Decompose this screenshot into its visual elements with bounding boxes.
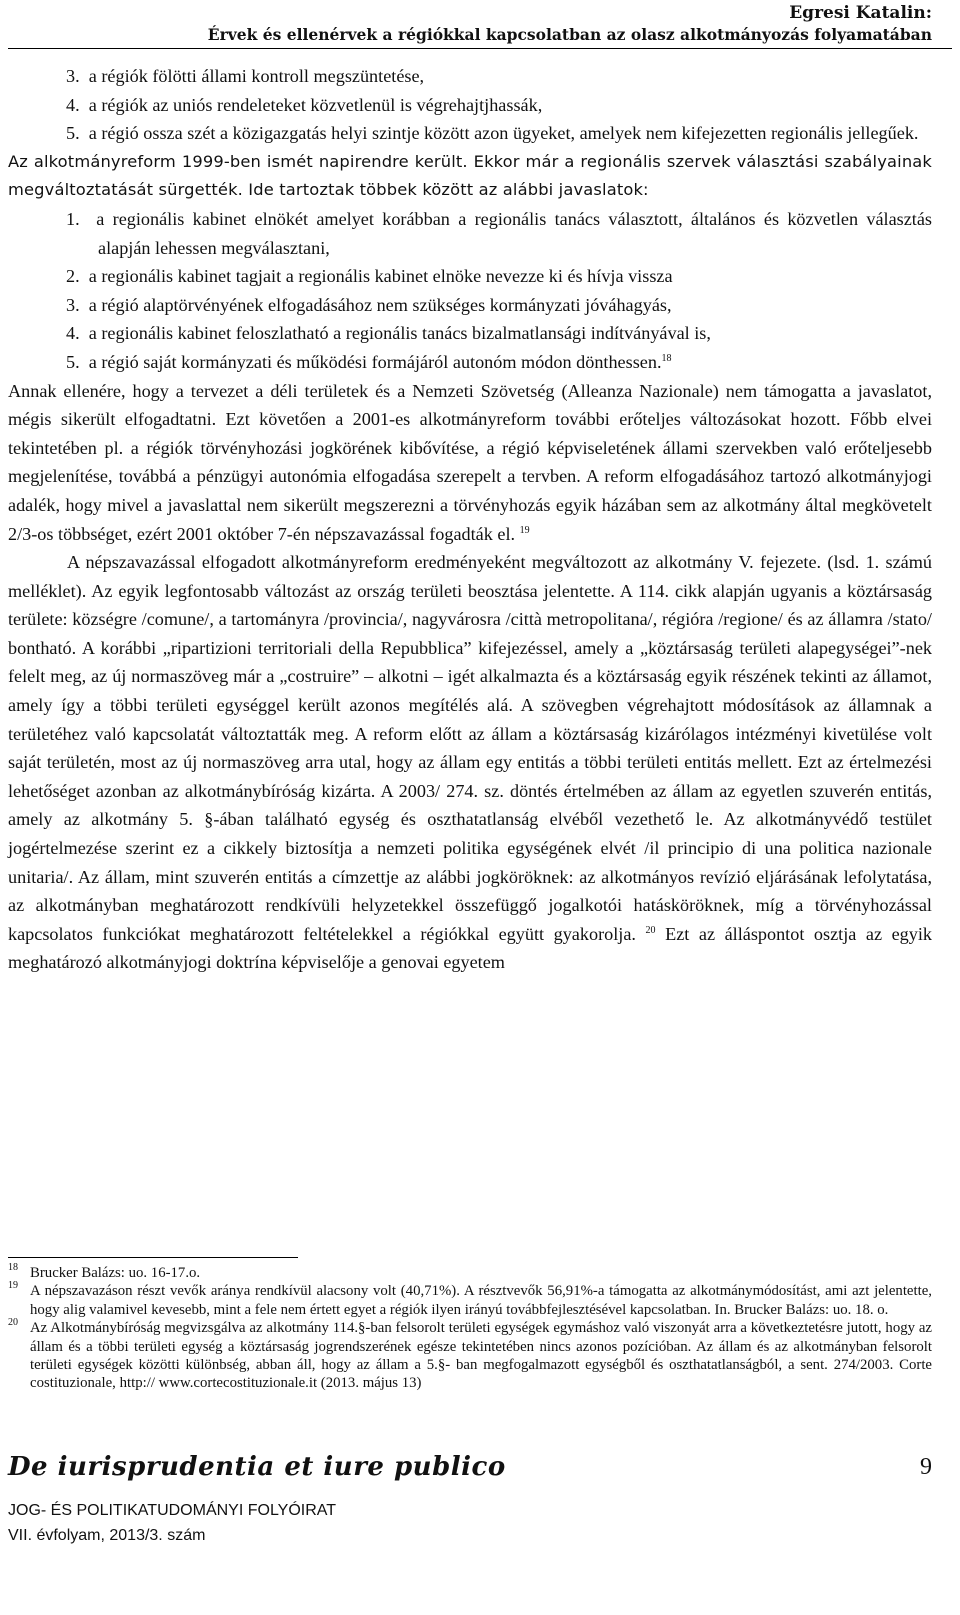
list-item: 5. a régió saját kormányzati és működési formájáról autonóm módon dönthessen.$^{18}$ bbox=[66, 351, 672, 372]
footnote-ref-20[interactable]: 20 bbox=[645, 924, 656, 936]
paragraph-2001-reform: Annak ellenére, hogy a tervezet a déli területek és a Nemzeti Szövetség (Alleanza Nazionale) nem támogatta a javaslatot, mégis sikerült elfogadtatni. Ezt követően a 2001-es alkotmányreform további erőteljes változásokat hozott. Főbb elvei tekintetében pl. a régiók törvényhozási jogkörének kibővítése, a régió képviseletének állami szervekben való erőteljesebb megjelenítése, továbbá a pénzügyi autonómia elfogadása szerepelt a tervben. A reform elfogadásához tartozó alkotmányjogi adalék, hogy mivel a javaslattal nem sikerült megszerezni a törvényhozás egyik házában sem az alkotmány által megkövetelt 2/3-os többséget, ezért 2001 október 7-én népszavazással fogadták el. $^{19}$ bbox=[8, 380, 932, 544]
footnote-20: 20 Az Alkotmánybíróság megvizsgálva az alkotmány 114.§-ban felsorolt területi egységek egymáshoz való viszonyát arra a következtetésre jutott, hogy az állam és a többi területi egység a köztársaság jogrendszerének egésze tekintetében nincs azonos pozícióban. Az állam és az alkotmányban felsorolt területi egységek közötti különbség, abban áll, hogy az állam a 5.§- ban megfogalmazott egységből és oszthatatlanságból, a sent. 274/2003. Corte costituzionale, http:// www.cortecostituzionale.it (2013. május 13) bbox=[8, 1317, 932, 1392]
publication-name: JOG- ÉS POLITIKATUDOMÁNYI FOLYÓIRAT bbox=[8, 1502, 337, 1519]
list-item: 4. a regionális kabinet feloszlatható a regionális tanács bizalmatlansági indítványával is, bbox=[66, 323, 711, 344]
publication-info bbox=[8, 1498, 336, 1548]
running-header bbox=[208, 2, 932, 46]
list-item: 3. a régió alaptörvényének elfogadásához nem szükséges kormányzati jóváhagyás, bbox=[66, 294, 672, 315]
list-item: 3. a régiók fölötti állami kontroll megszüntetése, bbox=[66, 66, 425, 86]
page-footer bbox=[8, 1452, 932, 1612]
issue-info: VII. évfolyam, 2013/3. szám bbox=[8, 1527, 206, 1544]
header-divider bbox=[8, 48, 952, 49]
article-body bbox=[8, 62, 932, 977]
page-number: 9 bbox=[920, 1454, 932, 1480]
footnote-ref-18[interactable]: 18 bbox=[661, 352, 672, 364]
footnote-ref-19[interactable]: 19 bbox=[519, 524, 530, 536]
paragraph-main: A népszavazással elfogadott alkotmányreform eredményeként megváltozott az alkotmány V. fejezete. (lsd. 1. számú melléklet). Az egyik legfontosabb változást az ország területi beosztása jelentette. A 114. cikk alapján ugyanis a köztársaság területe: községre /comune/, a tartományra /provincia/, nagyvárosra /città metropolitana/, régióra /regione/ és az államra /stato/ bontható. A korábbi „ripartizioni territoriali della Repubblica” kifejezéssel, amely a „köztársaság területi alapegységei”-nek felelt meg, az új normaszöveg már a „costruire” – alkotni – igét alkalmazta és a köztársaság egyik részének tekinti az államot, amely így a többi területi egységgel került azonos megítélés alá. A szövegben végrehajtott módosítások az államnak a területéhez való kapcsolatát változtatták meg. A reform előtt az állam a köztársaság kizárólagos intézményi kivetülése volt saját területén, most az új normaszöveg arra utal, hogy az állam egy entitás a többi területi entitás mellett. Ezt az értelmezési lehetőséget azonban az alkotmánybíróság kizárta. A 2003/ 274. sz. döntés értelmében az állam az egyetlen szuverén entitás, amely az alkotmány 5. §-ában található egység és oszthatatlanság elvéből vezethető le. Az alkotmányvédő testület jogértelmezése szerint ez a cikkely biztosítja a nemzeti politika egységének elvét /il principio di una politica nazionale unitaria/. Az állam, mint szuverén entitás a címzettje az alábbi jogköröknek: az alkotmányos revízió eljárásának lefolytatása, az alkotmányban meghatározott rendkívüli helyzetekkel összefüggő jogalkotói hatásköröknek, míg a törvényhozással kapcsolatos funkciókat meghatározott feltételekkel a régiókkal együtt gyakorolja. $^{20}$ Ezt az álláspontot osztja az egyik meghatározó alkotmányjogi doktrína képviselője a genovai egyetem bbox=[8, 552, 933, 973]
footnote-divider bbox=[8, 1257, 298, 1258]
header-author: Egresi Katalin: bbox=[789, 3, 932, 23]
journal-logo: De iurisprudentia et iure publico bbox=[8, 1452, 506, 1482]
footnotes bbox=[8, 1264, 932, 1393]
footnote-18: 18 Brucker Balázs: uo. 16-17.o. bbox=[8, 1262, 201, 1281]
footnote-19: 19 A népszavazáson részt vevők aránya rendkívül alacsony volt (40,71%). A résztvevők 56,91%-a támogatta az alkotmánymódosítást, ami azt jelentette, hogy alig valamivel kevesebb, mint a fele nem értett egyet a régiók ilyen irányú továbbfejlesztésével kapcsolatban. In. Brucker Balázs: uo. 18. o. bbox=[8, 1280, 932, 1318]
list-item: 5. a régió ossza szét a közigazgatás helyi szintje között azon ügyeket, amelyek nem kifejezetten regionális jellegűek. bbox=[66, 123, 919, 144]
header-title: Érvek és ellenérvek a régiókkal kapcsolatban az olasz alkotmányozás folyamatában bbox=[207, 25, 932, 44]
list-item: 2. a regionális kabinet tagjait a regionális kabinet elnöke nevezze ki és hívja vissza bbox=[66, 266, 673, 287]
list-item: 1. a regionális kabinet elnökét amelyet korábban a regionális tanács választott, általános és közvetlen választás alapján lehessen megválasztani, bbox=[66, 208, 932, 258]
list-item: 4. a régiók az uniós rendeleteket közvetlenül is végrehajtjhassák, bbox=[66, 94, 543, 115]
paragraph-1999-reform: Az alkotmányreform 1999-ben ismét napirendre került. Ekkor már a regionális szervek választási szabályainak megváltoztatását sürgették. Ide tartoztak többek között az alábbi javaslatok: bbox=[8, 151, 932, 200]
